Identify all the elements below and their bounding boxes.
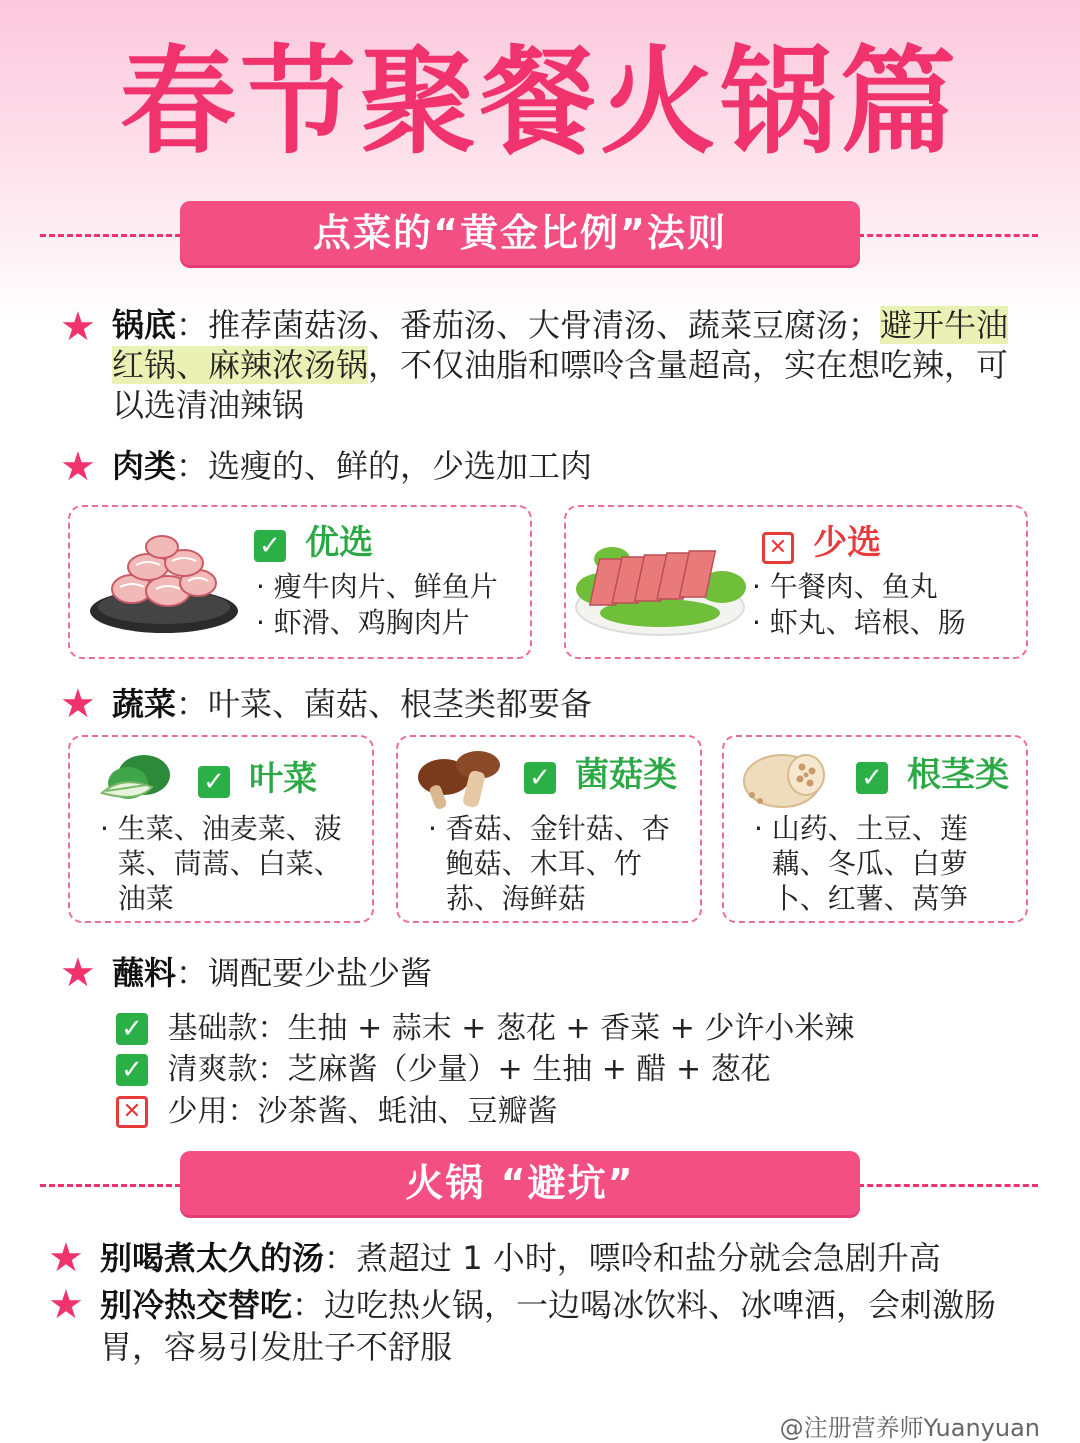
meat-text: 选瘦的、鲜的，少选加工肉: [208, 447, 593, 485]
soup-base-paragraph: 锅底：推荐菌菇汤、番茄汤、大骨清汤、蔬菜豆腐汤；避开牛油红锅、麻辣浓汤锅，不仅油脂和嘌呤含量超高，实在想吃辣，可以选清油辣锅: [112, 306, 1009, 424]
beef-roll-plate-image: [86, 531, 242, 637]
section-banner-ordering: [180, 201, 860, 265]
star-icon: ★: [60, 950, 96, 996]
veg-card-leafy-header: [198, 759, 317, 799]
veg-card-title: 菌菇类: [575, 755, 678, 795]
sauce-item-basic: [116, 1008, 854, 1049]
meat-preferred-card: [68, 505, 532, 659]
page-title: 春节聚餐火锅篇: [120, 35, 960, 170]
veg-card-line: · 山药、土豆、莲: [754, 812, 968, 845]
check-icon: ✓: [198, 766, 230, 798]
cross-icon: ✕: [762, 532, 794, 564]
banner-divider-left: [40, 1184, 190, 1187]
banner-divider-left: [40, 234, 190, 237]
sauce-text: 调配要少盐少酱: [208, 954, 433, 992]
section-banner-pitfalls-text: 火锅 “避坑”: [405, 1161, 635, 1205]
sauce-item-text: 少用：沙茶酱、蚝油、豆瓣酱: [167, 1093, 558, 1129]
preferred-line: · 虾滑、鸡胸肉片: [256, 606, 470, 639]
preferred-title: 优选: [305, 523, 374, 563]
sauce-item-text: 清爽款：芝麻酱（少量）+ 生抽 + 醋 + 葱花: [167, 1051, 771, 1087]
sauce-item-text: 基础款：生抽 + 蒜末 + 葱花 + 香菜 + 少许小米辣: [167, 1010, 855, 1046]
section-banner-ordering-text: 点菜的“黄金比例”法则: [313, 211, 727, 255]
sauce-paragraph: 蘸料：调配要少盐少酱: [112, 954, 433, 992]
veg-card-mushroom: [396, 735, 702, 923]
veg-card-title: 根茎类: [907, 755, 1010, 795]
pitfall-text: 边吃热火锅，一边喝冰饮料、冰啤酒，会刺激肠胃，容易引发肚子不舒服: [100, 1286, 997, 1366]
pitfall-text: 煮超过 1 小时，嘌呤和盐分就会急剧升高: [356, 1239, 941, 1277]
check-icon: ✓: [116, 1054, 148, 1086]
veg-card-line: 油菜: [100, 882, 174, 915]
soup-base-reason: ，不仅油脂和嘌呤含量超高，实在想吃辣，可以选清油辣锅: [112, 346, 1009, 424]
meat-paragraph: 肉类：选瘦的、鲜的，少选加工肉: [112, 447, 593, 485]
veg-card-title: 叶菜: [249, 759, 318, 799]
veg-paragraph: 蔬菜：叶菜、菌菇、根茎类都要备: [112, 685, 593, 723]
sauce-item-light: [116, 1049, 771, 1090]
banner-divider-right: [858, 1184, 1038, 1187]
less-line: · 午餐肉、鱼丸: [752, 570, 938, 603]
meat-label: 肉类: [112, 447, 177, 485]
veg-card-line: · 生菜、油麦菜、菠: [100, 812, 342, 845]
veg-card-mushroom-header: [524, 755, 677, 795]
veg-card-line: 卜、红薯、莴笋: [754, 882, 968, 915]
star-icon: ★: [60, 304, 96, 350]
lotus-root-icon: [736, 745, 832, 817]
star-icon: ★: [60, 444, 96, 490]
check-icon: ✓: [856, 762, 888, 794]
preferred-header: [254, 523, 373, 563]
veg-label: 蔬菜: [112, 685, 177, 723]
less-title: 少选: [813, 523, 882, 563]
section-banner-pitfalls: [180, 1151, 860, 1215]
preferred-line: · 瘦牛肉片、鲜鱼片: [256, 570, 498, 603]
veg-card-line: · 香菇、金针菇、杏: [428, 812, 670, 845]
star-icon: ★: [60, 681, 96, 727]
pitfall-paragraph: 别喝煮太久的汤：煮超过 1 小时，嘌呤和盐分就会急剧升高: [100, 1239, 941, 1277]
check-icon: ✓: [524, 762, 556, 794]
less-header: [762, 523, 881, 564]
author-watermark: @注册营养师Yuanyuan: [779, 1414, 1040, 1442]
less-line: · 虾丸、培根、肠: [752, 606, 966, 639]
banner-divider-right: [858, 234, 1038, 237]
soup-base-avoid-highlight: 避开牛油红锅、麻辣浓汤锅: [112, 306, 1009, 384]
bok-choy-icon: [96, 749, 176, 809]
mushroom-icon: [410, 743, 510, 815]
sauce-item-avoid: [116, 1091, 558, 1132]
star-icon: ★: [48, 1282, 84, 1328]
luncheon-meat-plate-image: [572, 529, 748, 641]
veg-card-leafy: [68, 735, 374, 923]
sauce-label: 蘸料: [112, 954, 177, 992]
meat-less-card: [564, 505, 1028, 659]
soup-base-label: 锅底: [112, 306, 177, 344]
pitfall-label: 别喝煮太久的汤: [100, 1239, 325, 1277]
veg-card-root: [722, 735, 1028, 923]
veg-card-line: 鲍菇、木耳、竹: [428, 847, 642, 880]
cross-icon: ✕: [116, 1096, 148, 1128]
soup-base-recommend: 推荐菌菇汤、番茄汤、大骨清汤、蔬菜豆腐汤；: [208, 306, 881, 344]
pitfall-label: 别冷热交替吃: [100, 1286, 293, 1324]
veg-card-root-header: [856, 755, 1009, 795]
veg-card-line: 藕、冬瓜、白萝: [754, 847, 968, 880]
veg-card-line: 荪、海鲜菇: [428, 882, 586, 915]
check-icon: ✓: [116, 1013, 148, 1045]
veg-card-line: 菜、茼蒿、白菜、: [100, 847, 342, 880]
veg-text: 叶菜、菌菇、根茎类都要备: [208, 685, 593, 723]
check-icon: ✓: [254, 530, 286, 562]
pitfall-paragraph: 别冷热交替吃：边吃热火锅，一边喝冰饮料、冰啤酒，会刺激肠胃，容易引发肚子不舒服: [100, 1286, 997, 1366]
star-icon: ★: [48, 1235, 84, 1281]
